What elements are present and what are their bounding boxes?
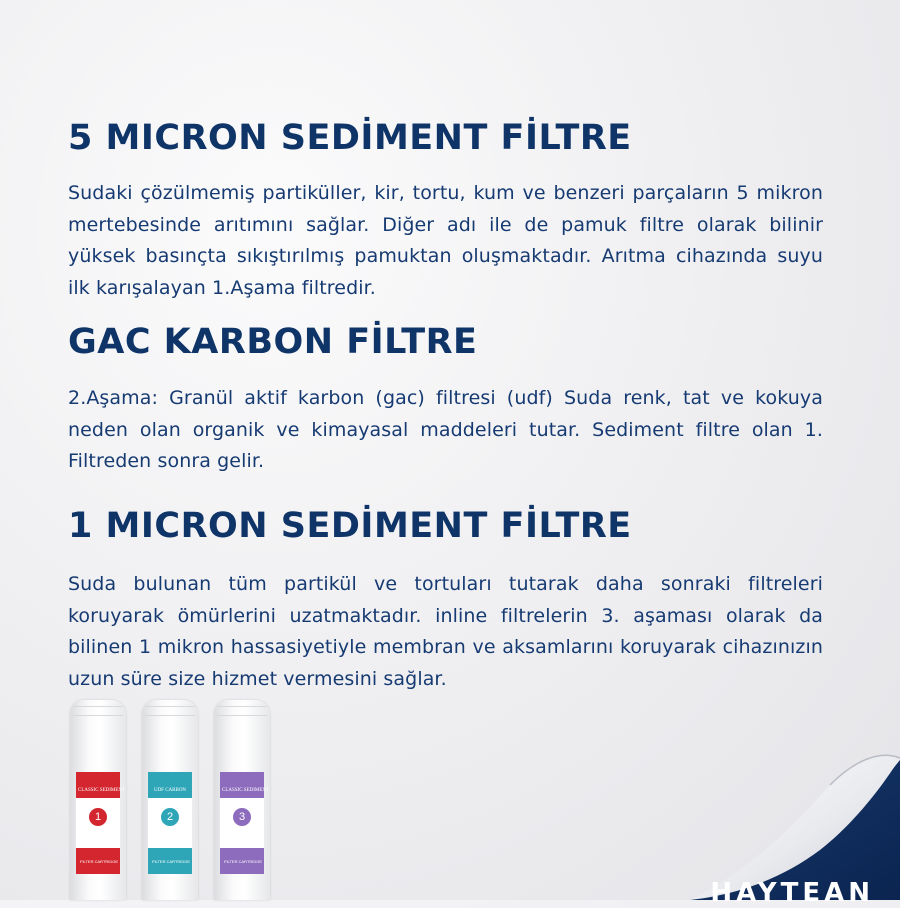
section-description: 2.Aşama: Granül aktif karbon (gac) filtresi (udf) Suda renk, tat ve kokuya neden olan organik ve kimayasal maddeleri tutar. Sediment filtre olan 1. Filtreden sonra gelir. (68, 387, 823, 472)
cartridge-label (148, 772, 192, 874)
filter-cartridges-image (70, 700, 280, 900)
cartridge-footer: FILTER CARTRIDGE (80, 859, 119, 864)
section-title: 1 MICRON SEDİMENT FİLTRE (68, 506, 632, 546)
page-curl-graphic (540, 730, 900, 900)
brand-logo-text: HAYTEAN (710, 878, 874, 908)
cartridge-label (76, 772, 126, 874)
page-curl-corner (540, 730, 900, 908)
cartridge-footer: FILTER CARTRIDGE (152, 859, 191, 864)
cartridge-name: CLASSIC SEDIMENT (78, 788, 126, 793)
filter-cartridge-3 (214, 700, 270, 900)
cartridge-number: 2 (161, 808, 179, 826)
section-title: 5 MICRON SEDİMENT FİLTRE (68, 118, 632, 158)
cartridge-label (220, 772, 270, 874)
cartridge-number: 1 (89, 808, 107, 826)
cartridge-number: 3 (233, 808, 251, 826)
section-gac-carbon (68, 322, 823, 478)
section-1-micron-sediment (68, 506, 823, 695)
section-5-micron-sediment (68, 118, 823, 304)
filter-cartridge-1 (70, 700, 126, 900)
section-description: Sudaki çözülmemiş partiküller, kir, tortu, kum ve benzeri parçaların 5 mikron mertebesinde arıtımını sağlar. Diğer adı ile de pamuk filtre olarak bilinir yüksek basınçta sıkıştırılmış pamuktan oluşmaktadır. Arıtma cihazında suyu ilk karışalayan 1.Aşama filtredir. (68, 182, 823, 299)
filter-cartridge-2 (142, 700, 198, 900)
cartridge-name: UDF CARBON (153, 788, 187, 793)
section-description: Suda bulunan tüm partikül ve tortuları tutarak daha sonraki filtreleri koruyarak ömürlerini uzatmaktadır. inline filtrelerin 3. aşaması olarak da bilinen 1 mikron hassasiyetiyle membran ve aksamlarını koruyarak cihazınızın uzun süre size hizmet vermesini sağlar. (68, 573, 823, 690)
section-title: GAC KARBON FİLTRE (68, 322, 478, 362)
cartridge-footer: FILTER CARTRIDGE (224, 859, 263, 864)
cartridge-name: CLASSIC SEDIMENT (222, 788, 270, 793)
